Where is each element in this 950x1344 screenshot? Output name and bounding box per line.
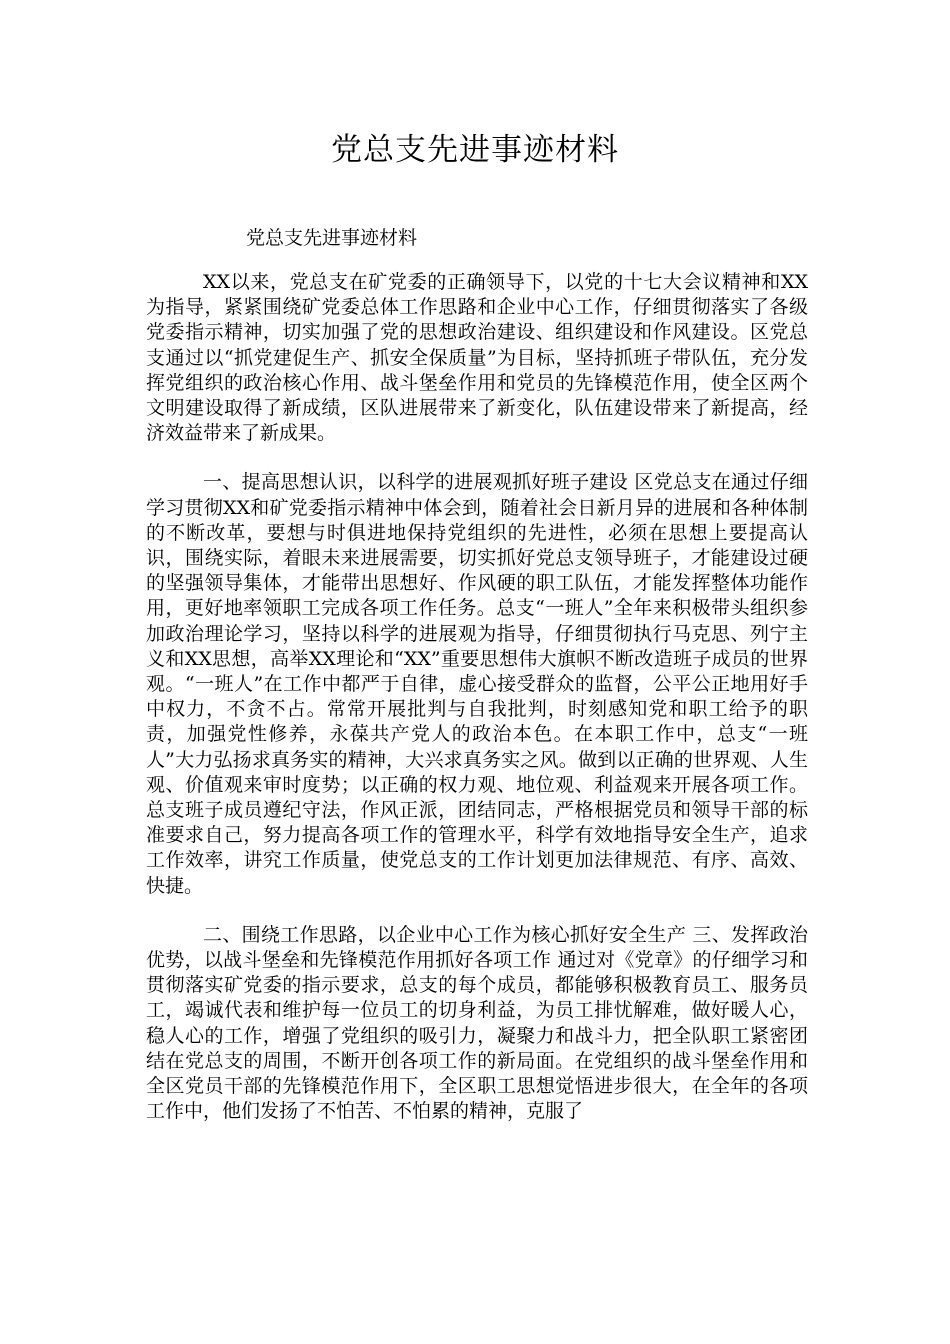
document-title: 党总支先进事迹材料 <box>331 132 619 168</box>
document-body <box>146 270 808 1149</box>
document-subtitle: 党总支先进事迹材料 <box>246 227 418 249</box>
paragraph-section-one: 一、提高思想认识，以科学的进展观抓好班子建设 区党总支在通过仔细学习贯彻XX和矿党委指示精神中体会到，随着社会日新月异的进展和各种体制的不断改革，要想与时俱进地保持党组织的先进性，必须在思想上要提高认识，围绕实际，着眼未来进展需要，切实抓好党总支领导班子，才能建设过硬的坚强领导集体，才能带出思想好、作风硬的职工队伍，才能发挥整体功能作用，更好地率领职工完成各项工作任务。总支“一班人”全年来积极带头组织参加政治理论学习，坚持以科学的进展观为指导，仔细贯彻执行马克思、列宁主义和XX思想，高举XX理论和“XX”重要思想伟大旗帜不断改造班子成员的世界观。“一班人”在工作中都严于自律，虚心接受群众的监督，公平公正地用好手中权力，不贪不占。常常开展批判与自我批判，时刻感知党和职工给予的职责，加强党性修养，永葆共产党人的政治本色。在本职工作中，总支“一班人”大力弘扬求真务实的精神，大兴求真务实之风。做到以正确的世界观、人生观、价值观来审时度势；以正确的权力观、地位观、利益观来开展各项工作。总支班子成员遵纪守法，作风正派，团结同志，严格根据党员和领导干部的标准要求自己，努力提高各项工作的管理水平，科学有效地指导安全生产，追求工作效率，讲究工作质量，使党总支的工作计划更加法律规范、有序、高效、快捷。 <box>146 471 808 897</box>
paragraph-intro: XX以来，党总支在矿党委的正确领导下，以党的十七大会议精神和XX为指导，紧紧围绕矿党委总体工作思路和企业中心工作，仔细贯彻落实了各级党委指示精神，切实加强了党的思想政治建设、组织建设和作风建设。区党总支通过以“抓党建促生产、抓安全保质量”为目标，坚持抓班子带队伍，充分发挥党组织的政治核心作用、战斗堡垒作用和党员的先锋模范作用，使全区两个文明建设取得了新成绩，区队进展带来了新变化，队伍建设带来了新提高，经济效益带来了新成果。 <box>146 271 808 445</box>
paragraph-section-two-three: 二、围绕工作思路，以企业中心工作为核心抓好安全生产 三、发挥政治优势，以战斗堡垒和先锋模范作用抓好各项工作 通过对《党章》的仔细学习和贯彻落实矿党委的指示要求，总支的每个成员，都能够积极教育员工、服务员工，竭诚代表和维护每一位员工的切身利益，为员工排忧解难，做好暖人心，稳人心的工作，增强了党组织的吸引力，凝聚力和战斗力，把全队职工紧密团结在党总支的周围，不断开创各项工作的新局面。在党组织的战斗堡垒作用和全区党员干部的先锋模范作用下，全区职工思想觉悟进步很大，在全年的各项工作中，他们发扬了不怕苦、不怕累的精神，克服了 <box>146 923 808 1123</box>
